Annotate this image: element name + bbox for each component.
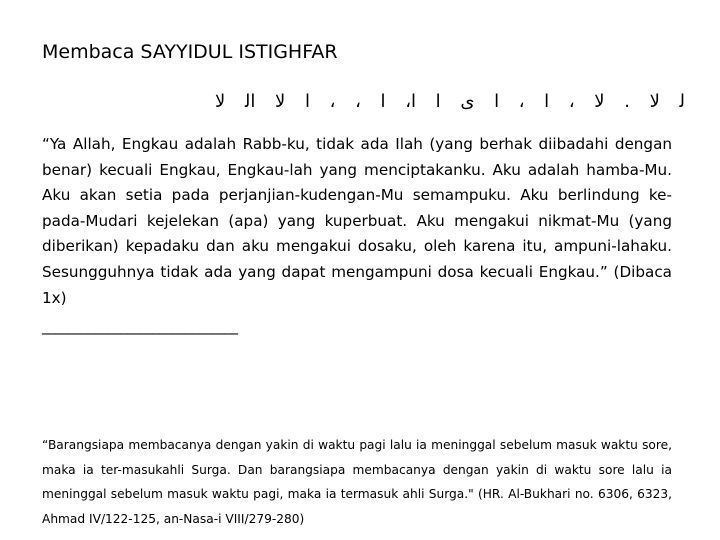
hadith-paragraph: “Barangsiapa membacanya dengan yakin di waktu pagi lalu ia meninggal sebelum masuk waktu sore, maka ia ter-masukahli Surga. Dan barangsiapa membacanya dengan yakin di waktu sore lalu ia meninggal sebelum masuk waktu pagi, maka ia termasuk ahli Surga." (HR. Al-Bukhari no. 6306, 6323, Ahmad IV/122-125, an-Nasa-i VIII/279-280) bbox=[42, 438, 672, 526]
translation-paragraph: “Ya Allah, Engkau adalah Rabb-ku, tidak ada Ilah (yang berhak diibadahi dengan benar) kecuali Engkau, Engkau-lah yang menciptakanku. Aku adalah hamba-Mu. Aku akan setia pada perjanjian-kudengan-Mu semampuku. Aku berlindung ke-pada-Mudari kejelekan (apa) yang kuperbuat. Aku mengakui nikmat-Mu (yang diberikan) kepadaku dan aku mengakui dosaku, oleh karena itu, ampuni-lahaku. Sesungguhnya tidak ada yang dapat mengampuni dosa kecuali Engkau.” (Dibaca 1x) bbox=[42, 135, 672, 307]
arabic-text: ﻟ ﻻ . ﻻ ، ﺍ ، ﺍ ﻯ ﺍ ﺍ، ﺍ ، ، ﺍ ﻻ ﺍﻟ ﻻ bbox=[215, 91, 685, 112]
separator-line: ______________________________ bbox=[42, 317, 237, 335]
page-title: Membaca SAYYIDUL ISTIGHFAR bbox=[42, 41, 338, 63]
